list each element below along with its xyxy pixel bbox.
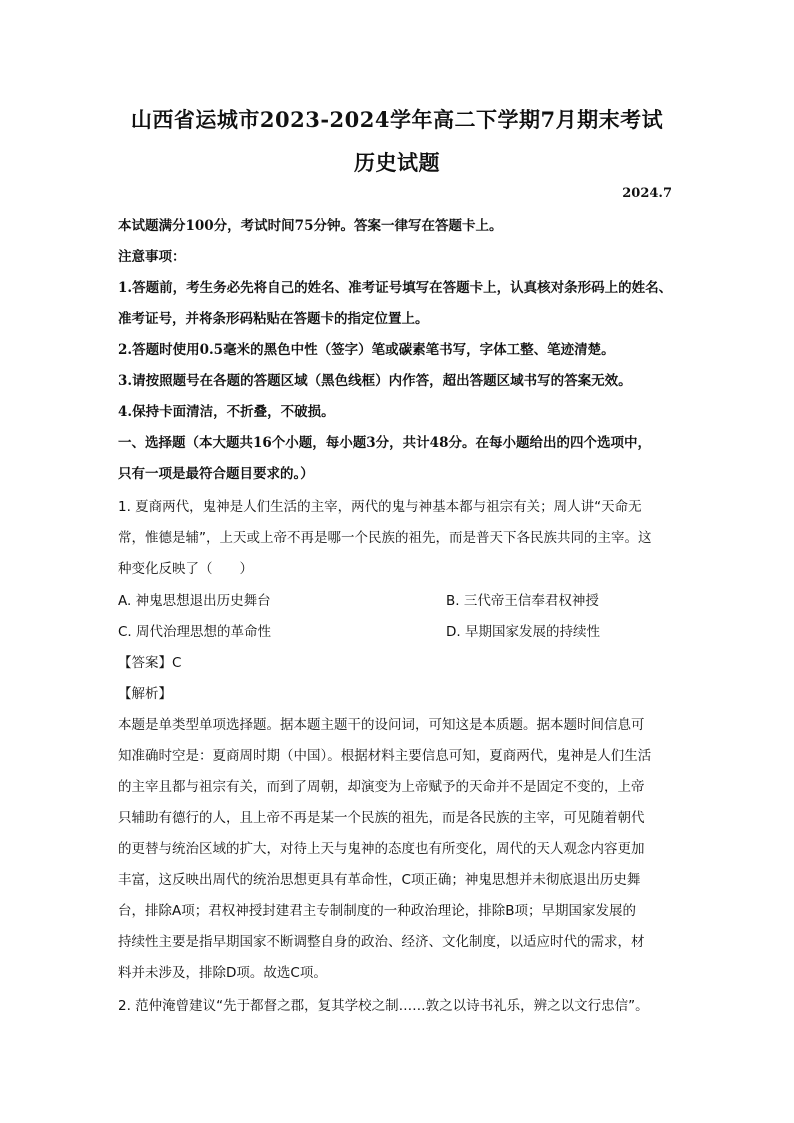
analysis-line-9: 料并未涉及，排除D项。故选C项。	[118, 965, 327, 981]
question-1-option-c: C. 周代治理思想的革命性	[118, 624, 272, 640]
notice-item-2: 2.答题时使用0.5毫米的黑色中性（签字）笔或碳素笔书写，字体工整、笔迹清楚。	[118, 342, 615, 358]
question-1-line-3: 种变化反映了（ ）	[118, 561, 253, 577]
analysis-line-5: 的更替与统治区域的扩大，对待上天与鬼神的态度也有所变化，周代的天人观念内容更加	[118, 841, 645, 857]
section-heading-line-2: 只有一项是最符合题目要求的。）	[118, 466, 314, 482]
analysis-line-6: 丰富，这反映出周代的统治思想更具有革命性，C项正确；神鬼思想并未彻底退出历史舞	[118, 872, 641, 888]
notice-heading: 注意事项：	[118, 249, 186, 265]
intro-text: 本试题满分100分，考试时间75分钟。答案一律写在答题卡上。	[118, 218, 503, 234]
analysis-line-2: 知准确时空是：夏商周时期（中国）。根据材料主要信息可知，夏商两代，鬼神是人们生活	[118, 748, 652, 764]
analysis-line-4: 只辅助有德行的人，且上帝不再是某一个民族的祖先，而是各民族的主宰，可见随着朝代	[118, 810, 645, 826]
question-1-answer: 【答案】C	[118, 655, 182, 671]
notice-item-3: 3.请按照题号在各题的答题区域（黑色线框）内作答，超出答题区域书写的答案无效。	[118, 373, 632, 389]
analysis-line-1: 本题是单类型单项选择题。据本题主题干的设问词，可知这是本质题。据本题时间信息可	[118, 717, 645, 733]
section-heading-line-1: 一、选择题（本大题共16个小题，每小题3分，共计48分。在每小题给出的四个选项中，	[118, 435, 651, 451]
analysis-line-8: 持续性主要是指早期国家不断调整自身的政治、经济、文化制度，以适应时代的需求，材	[118, 934, 645, 950]
question-1-analysis-heading: 【解析】	[118, 686, 172, 702]
notice-item-1-line-2: 准考证号，并将条形码粘贴在答题卡的指定位置上。	[118, 311, 429, 327]
question-1-line-1: 1. 夏商两代，鬼神是人们生活的主宰，两代的鬼与神基本都与祖宗有关；周人讲“天命无	[118, 499, 642, 515]
question-2-line-1: 2. 范仲淹曾建议“先于都督之郡，复其学校之制……敦之以诗书礼乐，辨之以文行忠信”。	[118, 998, 649, 1014]
notice-item-1-line-1: 1.答题前，考生务必先将自己的姓名、准考证号填写在答题卡上，认真核对条形码上的姓名、	[118, 280, 673, 296]
question-1-option-d: D. 早期国家发展的持续性	[446, 624, 600, 640]
analysis-line-3: 的主宰且都与祖宗有关，而到了周朝，却演变为上帝赋予的天命并不是固定不变的，上帝	[118, 779, 645, 795]
question-1-option-b: B. 三代帝王信奉君权神授	[446, 593, 599, 609]
question-1-option-a: A. 神鬼思想退出历史舞台	[118, 593, 271, 609]
analysis-line-7: 台，排除A项；君权神授封建君主专制制度的一种政治理论，排除B项；早期国家发展的	[118, 903, 636, 919]
exam-title: 山西省运城市2023-2024学年高二下学期7月期末考试	[130, 107, 664, 132]
notice-item-4: 4.保持卡面清洁，不折叠，不破损。	[118, 404, 335, 420]
exam-date: 2024.7	[622, 186, 672, 201]
exam-subtitle: 历史试题	[354, 150, 440, 175]
question-1-line-2: 常，惟德是辅”，上天或上帝不再是哪一个民族的祖先，而是普天下各民族共同的主宰。这	[118, 530, 652, 546]
